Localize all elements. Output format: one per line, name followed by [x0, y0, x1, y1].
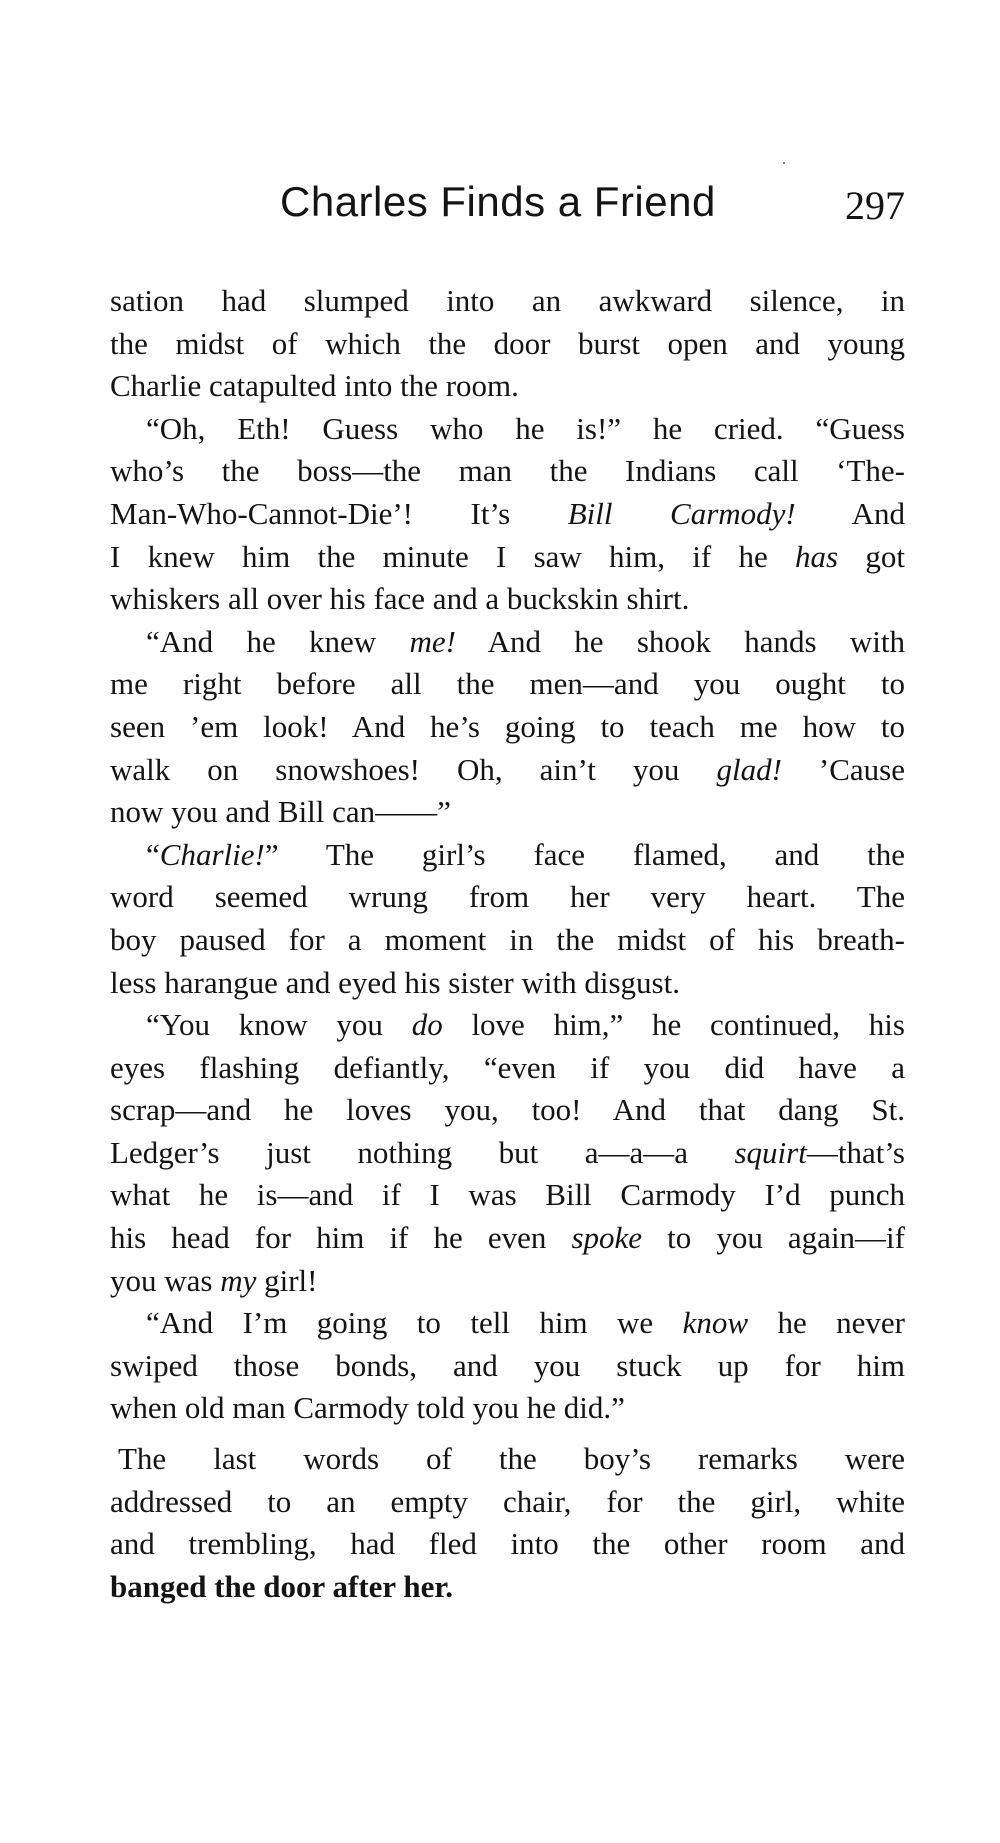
text-line: when old man Carmody told you he did.” — [110, 1390, 625, 1426]
text-line — [110, 1260, 905, 1303]
text-line — [110, 1132, 905, 1175]
running-head — [110, 178, 905, 238]
text-run: walk on snowshoes! Oh, ain’t you — [110, 751, 717, 787]
emphasis: squirt — [734, 1134, 807, 1170]
text-line — [110, 493, 905, 536]
print-speck — [783, 162, 785, 164]
emphasis: spoke — [571, 1220, 643, 1256]
text-run: his head for him if he even — [110, 1220, 572, 1256]
text-line: word seemed wrung from her very heart. The — [110, 879, 905, 915]
text-line: sation had slumped into an awkward silence, in — [110, 283, 905, 318]
emphasis: has — [795, 538, 839, 574]
text-line: boy paused for a moment in the midst of his breath- — [110, 921, 905, 957]
chapter-title: Charles Finds a Friend — [280, 178, 716, 225]
text-line: the midst of which the door burst open and young — [110, 325, 905, 361]
text-run: —that’s — [806, 1134, 905, 1170]
text-run: he never — [748, 1305, 905, 1341]
text-run: “And I’m going to tell him we — [146, 1305, 683, 1341]
text-run: ’Cause — [781, 751, 905, 787]
emphasis: glad! — [716, 751, 782, 787]
text-run: “ — [146, 836, 160, 872]
text-line: and trembling, had fled into the other room and — [110, 1526, 905, 1562]
text-run: you was — [110, 1262, 221, 1298]
text-run: And he shook hands with — [455, 623, 905, 659]
text-line: less harangue and eyed his sister with disgust. — [110, 964, 680, 1000]
body-text — [110, 280, 905, 1608]
text-line: addressed to an empty chair, for the girl, white — [110, 1483, 905, 1519]
text-line: banged the door after her. — [110, 1568, 454, 1604]
emphasis: Charlie! — [159, 836, 265, 872]
text-line: swiped those bonds, and you stuck up for him — [110, 1347, 905, 1383]
emphasis: me! — [409, 623, 456, 659]
text-run: “And he knew — [146, 623, 410, 659]
text-line — [110, 536, 905, 579]
text-line — [110, 834, 905, 877]
emphasis: do — [411, 1007, 443, 1043]
text-line: what he is—and if I was Bill Carmody I’d punch — [110, 1177, 905, 1213]
page-number: 297 — [845, 183, 905, 228]
text-run: Man-Who-Cannot-Die’! It’s — [110, 495, 568, 531]
text-run: Ledger’s just nothing but a—a—a — [110, 1134, 735, 1170]
text-run: And — [795, 495, 905, 531]
text-line: seen ’em look! And he’s going to teach me how to — [110, 708, 905, 744]
text-line — [110, 621, 905, 664]
text-run: got — [838, 538, 905, 574]
text-run: love him,” he continued, his — [442, 1007, 905, 1043]
text-run: girl! — [256, 1262, 318, 1298]
text-run: I knew him the minute I saw him, if he — [110, 538, 796, 574]
emphasis: know — [682, 1305, 749, 1341]
text-run: ” The girl’s face flamed, and the — [264, 836, 905, 872]
emphasis: Bill Carmody! — [567, 495, 796, 531]
paragraph-gap — [110, 1430, 905, 1438]
text-line: now you and Bill can——” — [110, 794, 451, 830]
text-line: who’s the boss—the man the Indians call ‘The- — [110, 453, 905, 489]
text-line: Charlie catapulted into the room. — [110, 368, 519, 404]
text-line — [110, 749, 905, 792]
text-line: scrap—and he loves you, too! And that dang St. — [110, 1092, 905, 1128]
text-line — [110, 1217, 905, 1260]
text-line: me right before all the men—and you ought to — [110, 666, 905, 702]
emphasis: my — [220, 1262, 257, 1298]
text-line: eyes flashing defiantly, “even if you did have a — [110, 1049, 905, 1085]
text-line — [110, 1004, 905, 1047]
text-line: “Oh, Eth! Guess who he is!” he cried. “Guess — [146, 410, 905, 446]
text-line — [110, 1302, 905, 1345]
text-line: whiskers all over his face and a buckskin shirt. — [110, 581, 690, 617]
text-run: to you again—if — [642, 1220, 905, 1256]
text-line: The last words of the boy’s remarks were — [118, 1441, 905, 1477]
text-run: “You know you — [146, 1007, 412, 1043]
